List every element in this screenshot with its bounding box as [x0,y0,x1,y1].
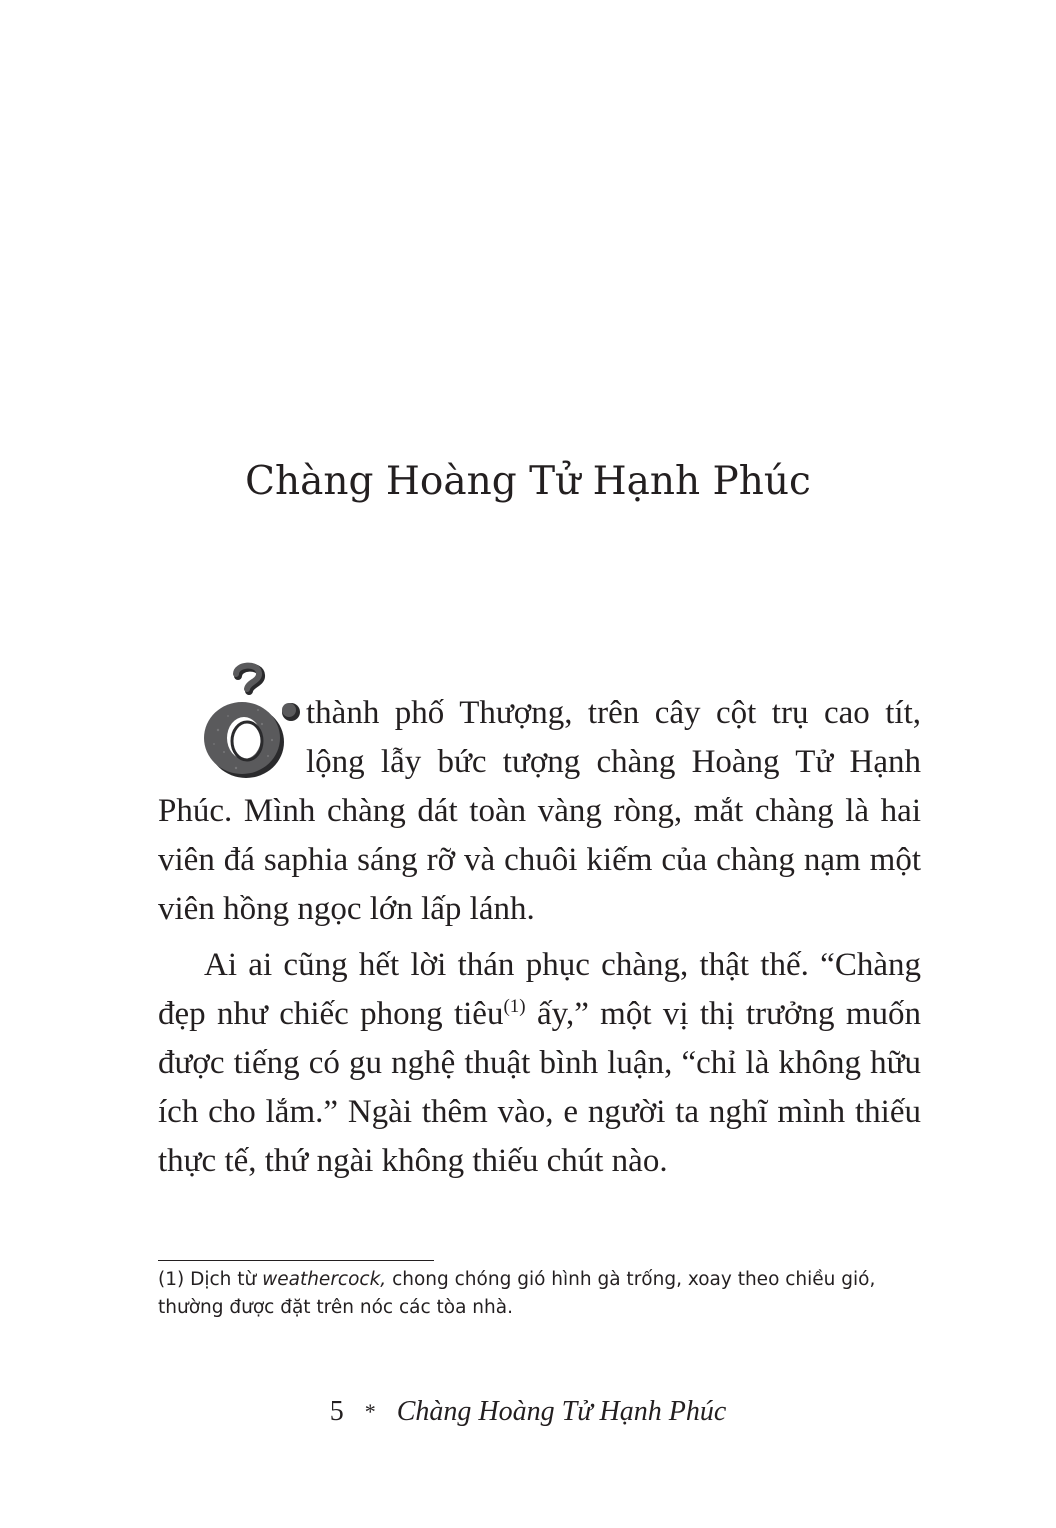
paragraph-2-before-note: Ai ai cũng hết lời thán phục chàng, thật thế. “Chàng đẹp như chiếc phong tiêu [158,947,921,1032]
footnote [158,1266,928,1322]
paragraph-2-after-note: ấy,” một vị thị trưởng muốn được tiếng có gu nghệ thuật bình luận, “chỉ là không hữu ích cho lắm.” Ngài thêm vào, e người ta nghĩ mình thiếu thực tế, thứ ngài không thiếu chút nào. [158,996,921,1179]
footnote-prefix: (1) Dịch từ [158,1269,263,1290]
running-title: Chàng Hoàng Tử Hạnh Phúc [396,1396,727,1427]
page-footer [0,1392,1056,1432]
paragraph-1-line-1: thành phố Thượng, trên cây cột trụ cao tít, [306,695,921,731]
footer-separator: * [364,1399,376,1424]
footnote-reference: (1) [503,996,526,1017]
drop-cap-hook [236,666,261,691]
paragraph-1 [158,689,921,934]
footnote-term: weathercock, [262,1269,387,1290]
footnote-divider [158,1260,434,1261]
footnote-body: chong chóng gió hình gà trống, xoay theo chiều gió, thường được đặt trên nóc các tòa nhà. [158,1269,876,1318]
chapter-title: Chàng Hoàng Tử Hạnh Phúc [245,459,811,504]
paragraph-1-rest: Phúc. Mình chàng dát toàn vàng ròng, mắt chàng là hai viên đá saphia sáng rỡ và chuôi kiếm của chàng nạm một viên hồng ngọc lớn lấp lánh. [158,793,921,927]
paragraph-1-line-2: lộng lẫy bức tượng chàng Hoàng Tử Hạnh [306,744,921,780]
page-number: 5 [329,1396,344,1427]
paragraph-2 [158,941,921,1186]
